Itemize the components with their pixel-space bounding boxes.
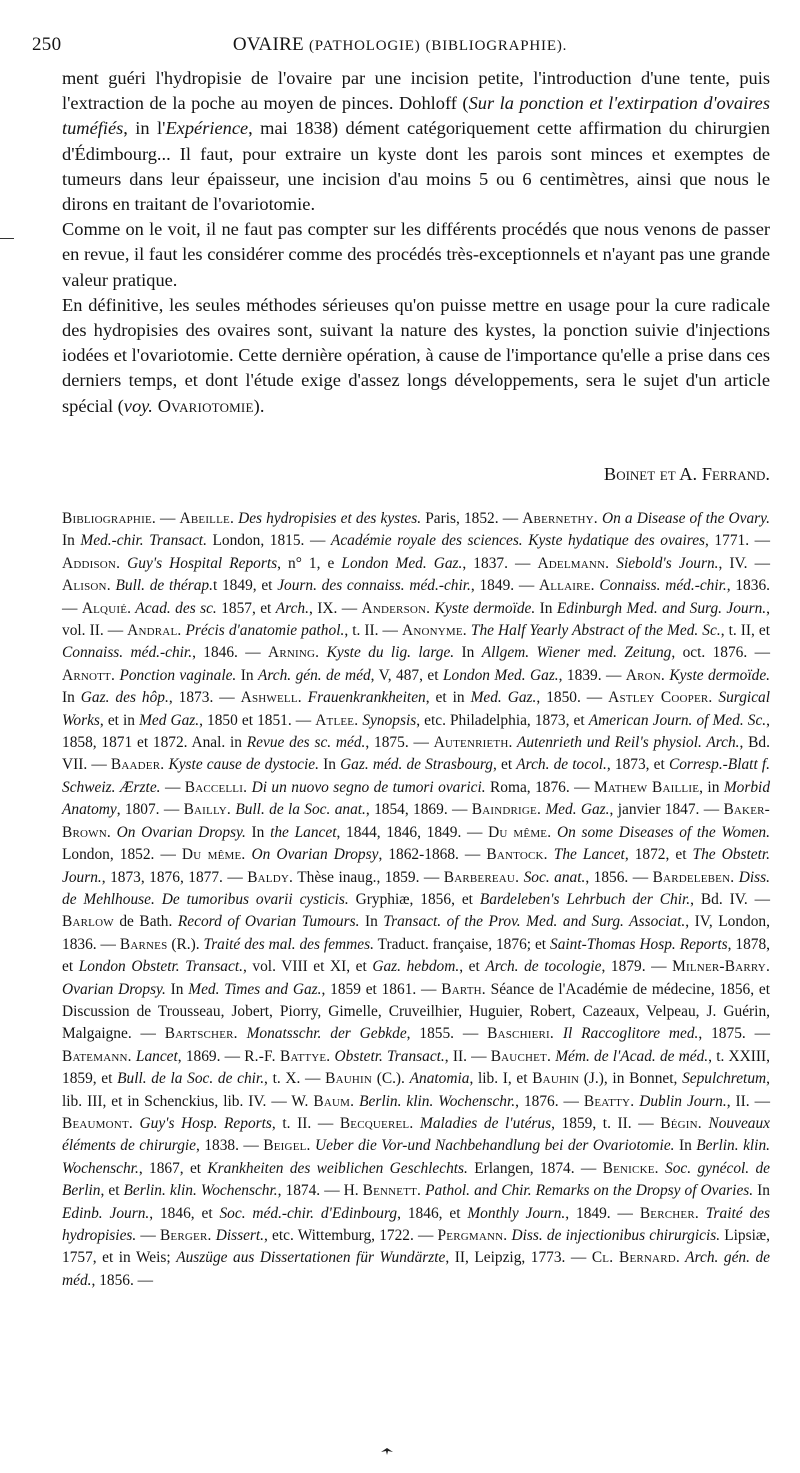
bib-title: Soc. gynécol. de Berlin [62,1159,771,1200]
bib-title: Frauenkrankheiten [301,689,426,707]
bib-title: Dublin Journ. [634,1092,727,1110]
bib-text: 1857, et [216,599,276,617]
bib-title: London Med. Gaz. [341,554,463,572]
bib-title: Ueber die Vor-und Nachbehandlung bei der Ovariotomie. [310,1137,675,1155]
bib-title: Bull. de la Soc. de chir. [117,1070,265,1088]
bib-title: Kyste dermoïde. [430,599,536,617]
bib-title: Ovarian Dropsy. [62,980,166,998]
bib-text: In [535,599,557,617]
bib-title: Gaz. hebdom. [372,958,460,976]
bib-author: Bauhin [532,1070,580,1088]
bib-text: , II, Leipzig, 1773. — [445,1249,592,1267]
bib-text: , janvier 1847. — [609,801,724,819]
bib-author: Baindrige. [471,801,542,819]
bib-text: , IV. — [718,554,770,572]
bib-text: , 1846, et [149,1204,220,1222]
bib-title: The Half Yearly Abstract of the Med. Sc. [466,622,721,640]
bib-text: In [62,689,81,707]
bib-author: Du même. [181,846,246,864]
bib-title: On Ovarian Dropsy. [110,823,246,841]
bib-text: , etc. Philadelphia, 1873, et [416,711,589,729]
bib-title: Revue des sc. méd. [246,734,366,752]
bib-title: The Lancet [547,846,625,864]
bib-text: , 1867, et [138,1159,208,1177]
paragraph-1 [62,66,770,217]
bib-title: Précis d'anatomie pathol. [181,622,345,640]
bib-author: Barnes [119,935,168,953]
bib-title: Obstetr. Transact. [330,1047,445,1065]
bib-title: Morbid Anatomy [62,778,771,819]
bib-author: Bennett. [362,1182,422,1200]
bib-title: Diss. de injectionibus chirurgicis. [507,1227,721,1244]
bib-text: In [454,644,482,662]
bib-text: , 1879. — [601,958,673,976]
bib-title: Diss. de Mehlhouse. De tumoribus ovarii cysticis. [62,868,770,908]
bib-title: Arch. [275,599,309,617]
bib-text: Gryphiæ, 1856, et [348,890,480,908]
bib-title: Med. Gaz. [470,689,537,707]
bib-text: , 1839. — [558,666,626,684]
bib-title: Journ. des connaiss. méd.-chir. [277,577,471,595]
para1-title-dohloff: Sur la ponction et l'extirpation d'ovaires tuméfiés [62,93,770,139]
bib-author: Becquerel. [339,1114,414,1132]
bib-text: (J.), in Bonnet, [579,1070,683,1088]
bib-author: Baldy. [247,868,294,886]
author-signature: Boinet et A. Ferrand. [603,464,770,484]
para1-journal: Expérience [165,118,249,139]
bib-text: Lipsiæ, 1757, et in Weis; [62,1227,770,1267]
bib-text: In [236,666,258,684]
bib-text: , 1854, 1869. — [365,801,472,819]
bib-text: , et in [99,711,140,729]
bib-title: Soc. anat. [519,868,586,886]
bib-title: Monthly Journ. [467,1204,566,1222]
bib-text: , n° 1, e [277,554,342,572]
bib-author: Barbereau. [443,868,520,886]
bib-text: , IV, London, 1836. — [62,913,770,953]
bib-author: Bercher. [639,1204,699,1222]
bib-author: Atlee. [315,711,359,729]
bib-title: Connaiss. méd.-chir. [594,577,727,595]
bib-text: , II. — [444,1047,491,1065]
bib-author: Arnott. [62,666,116,684]
bib-text: , 1850 et 1851. — [199,711,316,729]
bib-author: Pergmann. [437,1227,508,1244]
bib-author: Cl. Bernard. [591,1249,680,1267]
margin-tick [0,238,14,239]
bib-text: , 1878, et [62,935,770,976]
bibliography-text [62,508,770,1292]
bib-title: Corresp.-Blatt f. Schweiz. Ærzte. [62,756,770,796]
bib-text: , 1856. — [585,868,653,886]
running-title-main: OVAIRE [232,34,304,55]
bib-title: Transact. of the Prov. Med. and Surg. Associat. [383,913,686,931]
bib-title: Berlin. klin. Wochenschr. [62,1137,770,1177]
bib-text: — [136,1227,160,1244]
bib-text: In [318,756,341,774]
bib-text: (R.). [167,935,204,953]
bib-text: , oct. 1876. — [671,644,770,662]
bib-title: Med.-chir. Transact. [80,532,207,550]
bib-text: Traduct. française, 1876; et [373,935,550,953]
bib-title: Académie royale des sciences. Kyste hydatique des ovaires [330,532,706,550]
bib-text: , Bd. VII. — [62,734,770,774]
bib-text: , 1844, 1846, 1849. — [336,823,489,841]
bib-text: (C.). [372,1070,410,1088]
bib-text: , 1838. — [196,1137,264,1155]
bib-text: , 1859 et 1861. — [321,980,442,998]
bib-text: , 1849. — [565,1204,640,1222]
bib-author: Alquié. [81,599,132,617]
bib-title: Med. Gaz. [541,801,610,819]
bib-title: American Journ. of Med. Sc. [588,711,767,729]
bib-title: Bardeleben's Lehrbuch der Chir. [479,890,691,908]
main-text [62,66,770,419]
bib-text: , 1873, et [606,756,669,774]
bib-author: Baum. [313,1092,355,1110]
bib-author: Milner-Barry. [672,958,771,976]
bib-title: Acad. des sc. [131,599,217,617]
para3-text-a: En définitive, les seules méthodes sérieuses qu'on puisse mettre en usage pour la cure radicale des hydropisies des ovaires sont, suivant la nature des kystes, la ponction suivie d'injections iodées et l'ovariotomie. Cette dernière opération, à cause de l'importance qu'elle a prise dans ces derniers temps, et dont l'étude exige d'assez longs développements, sera le sujet d'un article spécial ( [62,294,770,416]
ink-blot-mark [380,1446,394,1456]
bib-text: Roma, 1876. — [485,778,594,796]
running-title [30,34,770,56]
bib-text: , t. II, et [720,622,771,640]
bib-title: Bull. de thérap. [110,577,213,595]
bib-text: , IX. — [308,599,362,617]
bib-text: In [359,913,384,931]
bib-title: Med Gaz. [139,711,200,729]
bib-title: Guy's Hosp. Reports [132,1114,272,1132]
bib-text: , et [459,958,486,976]
bib-title: Lancet [131,1047,178,1065]
bib-text: , 1807. — [116,801,184,819]
bib-title: Traité des hydropisies. [62,1204,770,1244]
bib-title: Autenrieth und Reil's physiol. Arch. [512,734,740,752]
bib-title: Soc. méd.-chir. d'Edinbourg [219,1204,398,1222]
bib-author: Bardeleben. [652,868,735,886]
bib-author: Arning. [268,644,320,662]
bib-text: , 1873, 1876, 1877. — [101,868,248,886]
bib-author: Allaire. [538,577,595,595]
bib-title: Kyste dermoïde. [664,666,770,684]
bib-author: Astley Cooper. [608,689,713,707]
bib-author: Du même. [488,823,552,841]
bib-text: In [165,980,189,998]
bib-title: On some Diseases of the Women. [551,823,770,841]
bib-text: , 1849. — [470,577,539,595]
bib-title: Saint-Thomas Hosp. Reports [550,935,728,953]
bib-title: Surgical Works [62,689,771,729]
bib-author: Mathew Baillie [594,778,700,796]
bib-author: Addison. [62,554,121,572]
bib-text: , vol. VIII et XI, et [242,958,373,976]
paragraph-3 [62,293,770,419]
bib-title: Guy's Hospital Reports [120,554,278,572]
bib-title: Il Raccoglitore med. [553,1025,699,1043]
bib-text: , t. X. — [264,1070,326,1088]
bib-author: Barth. [441,980,486,998]
bib-text: , et [493,756,517,774]
bib-title: Pathol. and Chir. Remarks on the Dropsy of Ovaries. [421,1182,754,1200]
bib-title: Synopsis [358,711,417,729]
running-title-subsection: (BIBLIOGRAPHIE). [425,38,568,54]
bib-text: , 1856. — [91,1271,154,1289]
bib-text: Paris, 1852. — [421,510,523,527]
bib-title: Ponction vaginale. [115,666,237,684]
bib-text: , 1850. — [536,689,609,707]
bib-text: de Bath. [113,913,178,931]
bib-text: , V, 487, et [370,666,443,684]
bib-text: , 1837. — [462,554,538,572]
bib-title: Connaiss. méd.-chir. [62,644,193,662]
running-head [30,34,770,60]
bib-title: Kyste cause de dystocie. [164,756,319,774]
bib-text: , 1874. — H. [277,1182,363,1200]
bib-title: Arch. gén. de méd. [62,1249,770,1289]
bib-author: Abeille. [179,510,234,527]
bib-text: , in [699,778,724,796]
bib-title: On Ovarian Dropsy [245,846,379,864]
bib-text: , 1859, t. II. — [551,1114,661,1132]
bib-title: Dissert. [211,1227,265,1244]
bib-text: , 1872, et [624,846,693,864]
para1-text-b: , in l' [123,118,166,139]
bib-author: Bantock. [486,846,548,864]
bibliography [62,508,770,1292]
bib-text: , t. II. — [344,622,402,640]
bib-title: Siebold's Journ. [609,554,719,572]
bib-author: Bartscher. [164,1025,238,1043]
bib-text: , t. II. — [271,1114,340,1132]
bib-title: Monatsschr. der Gebkde [237,1025,407,1043]
bib-text: , 1875. — [365,734,434,752]
bib-text: Thèse inaug., 1859. — [293,868,444,886]
running-title-section: (PATHOLOGIE) [309,38,421,54]
bib-author: Andral. [127,622,182,640]
bib-author: Baker-Brown. [62,801,770,841]
bib-text: , 1846, et [397,1204,468,1222]
bib-text: , 1869. — [177,1047,245,1065]
bib-author: Benicke. [602,1159,659,1177]
bib-title: the Lancet [270,823,337,841]
bib-text: , 1862-1868. — [378,846,487,864]
bib-author: Baschieri. [487,1025,554,1043]
bib-text: In [674,1137,697,1155]
bib-text: , Bd. IV. — [690,890,770,908]
bib-title: Di un nuovo segno de tumori ovarici. [247,778,486,796]
bib-author: Bégin. [660,1114,702,1132]
bib-author: Bailly. [183,801,231,819]
bib-text: , 1875. — [698,1025,770,1043]
para3-voy: voy. [123,395,153,416]
bib-title: Edinb. Journ. [62,1204,150,1222]
bib-text: , lib. III, et in Schenckius, lib. IV. — W. [62,1070,770,1110]
bib-author: Anonyme. [402,622,467,640]
bib-title: The Obstetr. Journ. [62,846,770,886]
bib-title: Sepulchretum [682,1070,767,1088]
bib-title: Auszüge aus Dissertationen für Wundärzte [176,1249,446,1267]
bib-text: , 1836. — [62,577,770,617]
bib-author: Autenrieth. [433,734,513,752]
bib-text: , lib. I, et [469,1070,533,1088]
bib-author: Aron. [625,666,665,684]
bib-title: Arch. gén. de méd [257,666,371,684]
bib-text: , 1858, 1871 et 1872. Anal. in [62,711,770,752]
bib-title: Traité des mal. des femmes. [203,935,374,953]
bib-author: Bauchet. [490,1047,552,1065]
bib-text: London, 1852. — [62,846,182,864]
bib-author: Barlow [62,913,114,931]
bib-title: Gaz. méd. de Strasbourg [340,756,494,774]
bib-text: , vol. II. — [62,599,771,640]
bib-title: Anatomia [409,1070,470,1088]
page-number: 250 [32,34,62,55]
bib-author: Adelmann. [537,554,610,572]
bib-text: , 1855. — [406,1025,488,1043]
bib-text: — [155,510,180,527]
bib-text: In [245,823,271,841]
bib-title: Allgem. Wiener med. Zeitung [481,644,672,662]
bib-title: On a Disease of the Ovary. [597,510,770,527]
bib-title: Berlin. klin. Wochenschr. [123,1182,278,1200]
bib-author: Ashwell. [240,689,302,707]
bib-text: Séance de l'Académie de médecine, 1856, et Discussion de Trousseau, Jobert, Piorry, Gimelle, Cruveilhier, Huguier, Robert, Cazeaux, Velpeau, J. Guérin, Malgaigne. — [62,980,771,1043]
bib-author: Bauhin [325,1070,373,1088]
bib-title: Nouveaux éléments de chirurgie [62,1114,770,1155]
bib-title: Med. Times and Gaz. [188,980,322,998]
bib-title: Des hydropisies et des kystes. [234,510,422,527]
bib-title: London Obstetr. Transact. [78,958,243,976]
bib-author: Baccelli. [184,778,248,796]
bib-text: In [62,532,81,550]
bib-title: Berlin. klin. Wochenschr. [354,1092,516,1110]
bib-author: Bibliographie. [62,510,156,527]
bib-title: Gaz. des hôp. [80,689,169,707]
bib-title: Arch. de tocol. [516,756,607,774]
bib-title: Record of Ovarian Tumours. [177,913,360,931]
bib-author: Batemann. [62,1047,132,1065]
bib-author: Beigel. [263,1137,311,1155]
bib-text: , 1846. — [192,644,269,662]
bib-text: — [160,778,185,796]
bib-title: Arch. de tocologie [485,958,602,976]
bib-title: Kyste du lig. large. [319,644,455,662]
bib-title: Edinburgh Med. and Surg. Journ. [556,599,767,617]
bib-text: , etc. Wittemburg, 1722. — [264,1227,438,1244]
para3-ovariotomie: Ovariotomie). [152,395,265,416]
bib-text: , 1873. — [168,689,241,707]
bib-author: Baader. [110,756,165,774]
bib-author: Berger. [159,1227,212,1244]
bib-author: Anderson. [361,599,431,617]
bib-text: , 1771. — [705,532,771,550]
bib-text: , et in [425,689,471,707]
bib-title: London Med. Gaz. [442,666,559,684]
bib-text: London, 1815. — [206,532,331,550]
bib-title: Maladies de l'utérus [413,1114,552,1132]
bib-author: Beaumont. [62,1114,133,1132]
bib-text: , t. XXIII, 1859, et [62,1047,770,1088]
paragraph-2: Comme on le voit, il ne faut pas compter sur les différents procédés que nous venons de passer en revue, il faut les considérer comme des procédés très-exceptionnels et n'ayant pas une grande valeur pratique. [62,219,770,290]
bib-title: Bull. de la Soc. anat. [230,801,366,819]
bib-text: , 1876. — [515,1092,584,1110]
para1-text-c: , mai 1838) dément catégoriquement cette affirmation du chirurgien d'Édimbourg... Il faut, pour extraire un kyste dont les parois sont minces et exemptes de tumeurs dans leur épaisseur, une incision d'au moins 5 ou 6 centimètres, ainsi que nous le dirons en traitant de l'ovariotomie. [62,118,770,215]
bib-author: R.-F. Battye. [244,1047,331,1065]
bib-title: Krankheiten des weiblichen Geschlechts. [207,1159,468,1177]
bib-author: Abernethy. [522,510,598,527]
bib-text: t 1849, et [212,577,278,595]
bib-author: Alison. [62,577,111,595]
bib-title: Mém. de l'Acad. de méd. [551,1047,709,1065]
para1-text-a: ment guéri l'hydropisie de l'ovaire par une incision petite, l'introduction d'une tente, puis l'extraction de la poche au moyen de pinces. Dohloff ( [62,68,770,114]
bib-text: In [753,1182,770,1200]
bib-text: , II. — [726,1092,770,1110]
bib-text: , et [100,1182,124,1200]
bib-author: Beatty. [583,1092,635,1110]
bib-text: Erlangen, 1874. — [467,1159,603,1177]
